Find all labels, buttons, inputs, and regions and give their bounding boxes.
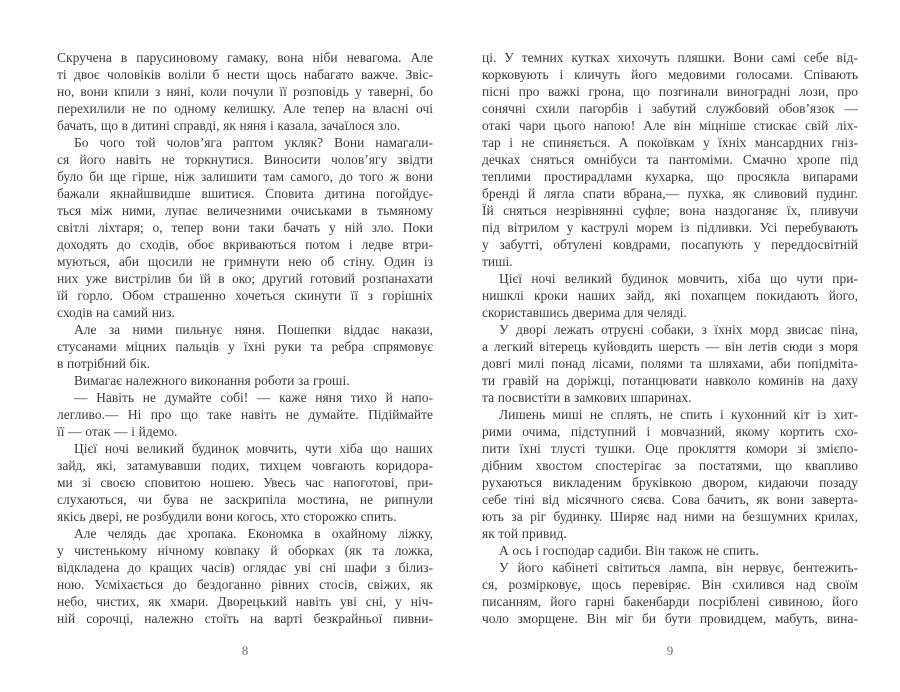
text-line: корковують і кличуть його медовими голосами. Співають [482,67,858,82]
text-line: ють за ріг будинку. Ширяє над ними на безшумних крилах, [482,509,858,524]
text-line: ти гравій на доріжці, потанцювати навколо коминів на даху [482,373,858,388]
page-number-left: 8 [241,643,249,658]
text-line: муються, аби щосили не гримнути нею об стіну. Один із [57,254,433,269]
text-line: — Навіть не думайте собі! — каже няня тихо й напо- [74,390,433,405]
text-line: бренді й лягла спати вбрана,— пухка, як сливовий пудинг. [482,186,858,201]
text-line: ться між ними, лупає величезними очиськами в тьмяному [57,203,433,218]
text-line: У дворі лежать отруєні собаки, з їхніх морд звисає піна, [499,322,858,337]
text-line: Бо чого той чолов’яга раптом укляк? Вони намагали- [74,135,433,150]
text-line: отакі чари цього напою! Але він міцніше стискає свій ліх- [482,118,858,133]
page-number-right: 9 [666,643,674,658]
text-line: у чистенькому нічному ковпаку й оборках (як та ложка, [57,543,433,558]
text-line: слухаються, чи бува не заскрипіла мостина, не рипнули [57,492,433,507]
text-line: зайд, які, затамувавши подих, тихцем човгають коридора- [57,458,433,473]
text-line: стусанами міцних пальців у їхні руки та ребра спрямовує [57,339,433,354]
page-left-text-block [57,49,433,627]
text-line: під вітрилом у каструлі морем із підливки. Усі перебувають [482,220,858,235]
text-line: А ось і господар садиби. Він також не спить. [499,543,759,558]
text-line: скориставшись дверима для челяді. [482,305,687,320]
text-line: чоло зморщене. Він міг би бути провидцем, мабуть, вина- [482,611,858,626]
text-line: Але челядь дає хропака. Економка в охайному ліжку, [74,526,433,541]
page-right-text-block [482,49,858,627]
text-line: Вимагає належного виконання роботи за гроші. [74,373,350,388]
text-line: ся його навіть не торкнутися. Виносити чолов’ягу звідти [57,152,433,167]
text-line: дечках сняться омнібуси та пантоміми. Смачно хропе під [482,152,858,167]
text-line: в потрібний бік. [57,356,151,371]
text-line: тар і не спиняється. А покоївкам у їхніх мансардних гніз- [482,135,858,150]
text-line: було би ще гірше, ніж залишити там самого, до того ж вони [57,169,433,184]
text-line: но, вони кпили з няні, коли почули її розповідь у таверні, бо [57,84,433,99]
text-line: а легкий вітерець куйовдить шерсть — він летів сюди з моря [482,339,858,354]
text-line: Скручена в парусиновому гамаку, вона ніби невагома. Але [57,50,433,65]
text-line: якісь двері, не розбудили вони когось, хто сторожко спить. [57,509,397,524]
text-line: легливо.— Ні про що таке навіть не думайте. Підіймайте [57,407,433,422]
text-line: ті двоє чоловіків воліли б нести щось набагато важче. Звіс- [57,67,433,82]
text-line: пити їхні тлусті тушки. Оце прокляття комори зі змієпо- [482,441,858,456]
text-line: небо, чистих, як хмари. Дворецький навіть уві сні, у ніч- [57,594,433,609]
text-line: Цієї ночі великий будинок мовчить, хіба що чути при- [499,271,858,286]
text-line: сходів на самий низ. [57,305,175,320]
text-line: бажали якнайшвидше вшитися. Сповита дитина погойдує- [57,186,433,201]
text-line: рими очима, підступний і мовчазний, якому кортить схо- [482,424,858,439]
text-line: її — отак — і йдемо. [57,424,178,439]
text-line: Їй сняться незрівнянні суфле; вона наздоганяє їх, пливучи [482,203,858,218]
text-line: їй горло. Обом страшенно хочеться скинути її з горішніх [57,288,433,303]
text-line: довгі милі понад лісами, полями та шляхами, аби попідміта- [482,356,858,371]
text-line: У його кабінеті світиться лампа, він нервує, бентежить- [499,560,858,575]
text-line: світлі ліхтаря; о, тепер вони таки бачать у ній зло. Поки [57,220,433,235]
text-line: них уже вистрілив би їй в око; другий готовий розпанахати [57,271,433,286]
text-line: сонячні схили пагорбів і забутий службовий обов’язок — [482,101,858,116]
text-line: перехилили не по одному келишку. Але тепер на власні очі [57,101,433,116]
text-line: рухаються викладеним бруківкою двором, кидаючи позаду [482,475,858,490]
text-line: та посвистіти в замкових шпаринах. [482,390,692,405]
text-line: як той привид. [482,526,567,541]
text-line: себе тіні від місячного сяєва. Сова бачить, як вони заверта- [482,492,858,507]
text-line: тиші. [482,254,513,269]
text-line: Лишень миші не сплять, не спить і кухонний кіт із хит- [499,407,858,422]
text-line: бачать, що в дитині справді, як няня і казала, зачаїлося зло. [57,118,401,133]
text-line: Цієї ночі великий будинок мовчить, чути хіба що наших [74,441,433,456]
text-line: ною. Усміхається до бездоганно рівних стосів, свіжих, як [57,577,433,592]
text-line: нишклі кроки наших зайд, які похапцем покидають його, [482,288,858,303]
text-line: ній сорочці, належно стоїть на варті безкрайньої пивни- [57,611,433,626]
text-line: ся, розмірковує, щось перевіряє. Він схилився над своїм [482,577,858,592]
text-line: дібним хвостом спостерігає за постатями, що квапливо [482,458,858,473]
text-line: писанням, його гарні бакенбарди посріблені сивиною, його [482,594,858,609]
text-line: у забутті, обтулені ковдрами, посапують у переддосвітній [482,237,858,252]
text-line: теплими простирадлами кухарка, що просякла випарами [482,169,858,184]
text-line: пісні про важкі грона, що позгинали виноградні лози, про [482,84,858,99]
text-line: ці. У темних кутках хихочуть пляшки. Вони самі себе від- [482,50,858,65]
text-line: Але за ними пильнує няня. Пошепки віддає накази, [74,322,433,337]
text-line: доходять до сходів, обоє вкриваються потом і ледве втри- [57,237,433,252]
text-line: ми зі своєю сповитою ношею. Увесь час напоготові, при- [57,475,433,490]
text-line: відкладена до кращих часів) оглядає уві сні шафи з білиз- [57,560,433,575]
